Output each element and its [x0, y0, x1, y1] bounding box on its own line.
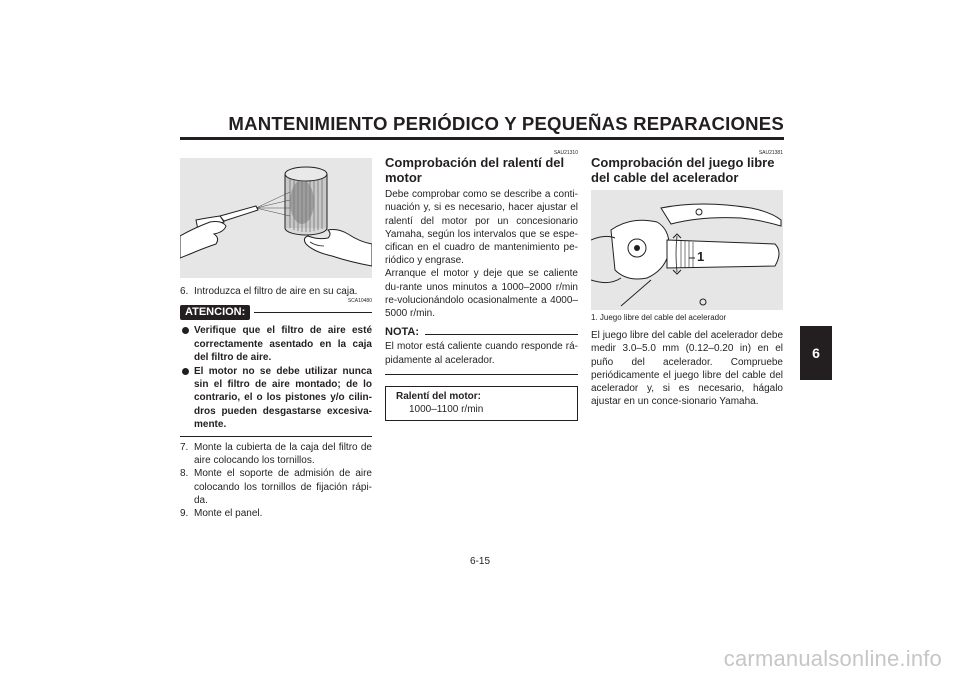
- chapter-tab: 6: [800, 326, 832, 380]
- warning-end-rule: [180, 436, 372, 437]
- column-left: [180, 158, 372, 520]
- steps-list: [180, 441, 372, 520]
- throttle-illustration: [591, 190, 783, 310]
- header-rule: [180, 137, 784, 140]
- page-number: 6-15: [469, 556, 490, 567]
- spec-value: 1000–1100 r/min: [409, 404, 484, 416]
- throttle-paragraph: El juego libre del cable del acelerador debe medir 3.0–5.0 mm (0.12–0.20 in) en el puño del acelerador. Compruebe periódicamente el juego libre del cable del acelerador y, si es necesario, hágalo ajustar en un conce-sionario Yamaha.: [591, 330, 783, 408]
- bullet-icon: [182, 368, 189, 375]
- reference-code: SAU21310: [553, 150, 578, 156]
- callout-number: 1: [697, 249, 705, 265]
- step-item: 8. Monte el soporte de admisión de aire colocando los tornillos de fijación rápi-da.: [180, 468, 372, 506]
- throttle-grip-drawing-icon: [591, 190, 783, 310]
- air-filter-illustration: [180, 158, 372, 278]
- section-title-idle: Comprobación del ralentí del motor: [385, 155, 565, 185]
- column-middle: [385, 150, 578, 421]
- step-item: 6. Introduzca el filtro de aire en su caja.: [180, 286, 358, 297]
- reference-code: SCA10480: [347, 298, 372, 305]
- atencion-heading: [180, 305, 372, 320]
- reference-code: SAU21381: [758, 150, 783, 156]
- figure-caption: 1. Juego libre del cable del acelerador: [591, 313, 727, 323]
- warning-item: Verifique que el filtro de aire esté correctamente asentado en la caja del filtro de aire.: [180, 324, 372, 364]
- nota-heading: [385, 326, 578, 339]
- idle-paragraph: Arranque el motor y deje que se caliente du-rante unos minutos a 1000–2000 r/min re-volucionándolo ocasionalmente a 4000–5000 r/min.: [385, 268, 578, 320]
- air-filter-drawing-icon: [180, 158, 372, 278]
- column-right: [591, 150, 783, 408]
- atencion-label: ATENCION:: [180, 305, 250, 320]
- step-item: 9. Monte el panel.: [180, 508, 263, 520]
- section-title-throttle: Comprobación del juego libre del cable del acelerador: [591, 155, 775, 185]
- idle-paragraph: Debe comprobar como se describe a conti-nuación y, si es necesario, hacer ajustar el ralentí del motor por un concesionario Yamaha, según los intervalos que se espe-cifican en el cuadro de mantenimiento pe-riódico y engrase.: [385, 189, 578, 267]
- nota-end-rule: [385, 374, 578, 375]
- nota-label: NOTA:: [385, 326, 420, 339]
- warning-item: El motor no se debe utilizar nunca sin el filtro de aire montado; de lo contrario, el o los pistones y/o cilin-dros pueden desgastarse excesiva-mente.: [180, 365, 372, 431]
- warning-list: [180, 324, 372, 431]
- page-header-title: MANTENIMIENTO PERIÓDICO Y PEQUEÑAS REPARACIONES: [228, 113, 784, 134]
- step-item: 7. Monte la cubierta de la caja del filtro de aire colocando los tornillos.: [180, 442, 372, 467]
- nota-text: El motor está caliente cuando responde rá-pidamente al acelerador.: [385, 341, 578, 366]
- spec-label: Ralentí del motor:: [396, 390, 482, 402]
- bullet-icon: [182, 327, 189, 334]
- watermark-text: carmanualsonline.info: [723, 646, 942, 671]
- spec-box: [385, 386, 578, 421]
